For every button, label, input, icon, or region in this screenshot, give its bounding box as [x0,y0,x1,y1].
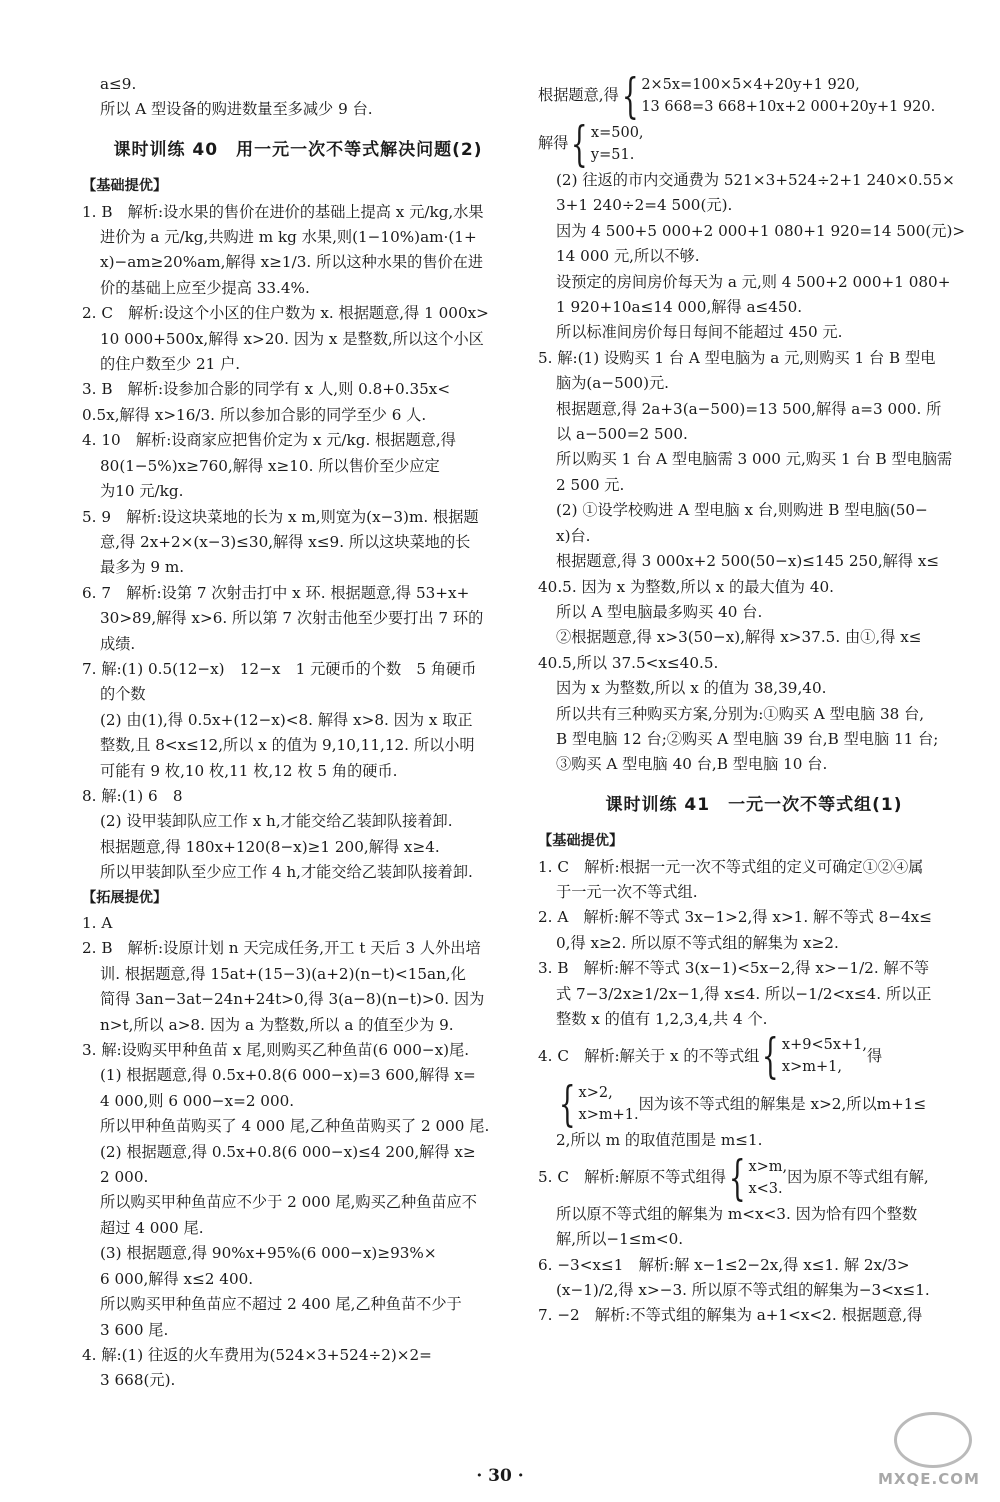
text-line: 30>89,解得 x>6. 所以第 7 次射击他至少要打出 7 环的 [100,609,484,628]
text-line: 根据题意,得 3 000x+2 500(50−x)≤145 250,解得 x≤ [556,552,940,571]
text-line: 超过 4 000 尾. [100,1218,204,1237]
text-line: 3. B 解析:设参加合影的同学有 x 人,则 0.8+0.35x< [82,380,451,399]
brace-icon: { [558,1076,576,1133]
brace-icon: { [728,1149,746,1206]
text-line: 以 a−500=2 500. [556,425,688,444]
equation-system-1 [538,68,970,124]
text-line: 根据题意,得 2a+3(a−500)=13 500,解得 a=3 000. 所 [556,399,942,418]
text-line: 所以标准间房价每日每间不能超过 450 元. [556,323,843,342]
tag-basic: 【基础提优】 [538,833,624,850]
text-line: 3. B 解析:解不等式 3(x−1)<5x−2,得 x>−1/2. 解不等 [538,959,930,978]
watermark-text: MXQE.COM [878,1470,980,1488]
text-line: 进价为 a 元/kg,共购进 m kg 水果,则(1−10%)am·(1+ [100,228,477,247]
text-line: 6. −3<x≤1 解析:解 x−1≤2−2x,得 x≤1. 解 2x/3> [538,1255,910,1274]
tag-basic: 【基础提优】 [82,178,168,195]
text-line: 脑为(a−500)元. [556,374,670,393]
text-line: 最多为 9 m. [100,558,185,577]
text-line: 因为原不等式组有解, [787,1168,929,1187]
text-line: (2) ①设学校购进 A 型电脑 x 台,则购进 B 型电脑(50− [556,501,928,520]
text-line: 7. −2 解析:不等式组的解集为 a+1<x<2. 根据题意,得 [538,1306,923,1325]
text-line: 所以原不等式组的解集为 m<x<3. 因为恰有四个整数 [556,1204,918,1223]
text-line: 得 [866,1046,883,1065]
section-title-41: 课时训练 41 一元一次不等式组(1) [605,794,903,815]
text-line: 所以购买 1 台 A 型电脑需 3 000 元,购买 1 台 B 型电脑需 [556,450,953,469]
system-row: 13 668=3 668+10x+2 000+20y+1 920. [641,99,936,115]
text-line: 整数,且 8<x≤12,所以 x 的值为 9,10,11,12. 所以小明 [100,736,475,755]
text-line: 因为 x 为整数,所以 x 的值为 38,39,40. [556,679,827,698]
text-line: 0,得 x≥2. 所以原不等式组的解集为 x≥2. [556,933,839,952]
text-line: n>t,所以 a>8. 因为 a 为整数,所以 a 的值至少为 9. [100,1015,454,1034]
tag-extension: 【拓展提优】 [82,889,168,906]
text-line: 2. B 解析:设原计划 n 天完成任务,开工 t 天后 3 人外出培 [82,939,481,958]
text-line: (x−1)/2,得 x>−3. 所以原不等式组的解集为−3<x≤1. [556,1281,930,1300]
system-row: x>2, [578,1085,613,1102]
text-line: 5. C 解析:解原不等式组得 [538,1168,726,1187]
system-row: y=51. [590,147,635,163]
text-line: 1. B 解析:设水果的售价在进价的基础上提高 x 元/kg,水果 [82,202,484,221]
text-line: 4 000,则 6 000−x=2 000. [100,1091,295,1110]
text-line: 40.5. 因为 x 为整数,所以 x 的最大值为 40. [538,577,834,596]
seal-icon [894,1412,972,1468]
text-line: 根据题意,得 [538,86,619,105]
text-line: 4. 10 解析:设商家应把售价定为 x 元/kg. 根据题意,得 [82,431,456,450]
text-line: (1) 根据题意,得 0.5x+0.8(6 000−x)=3 600,解得 x= [100,1066,476,1085]
text-line: 的个数 [100,685,146,704]
text-line: 训. 根据题意,得 15at+(15−3)(a+2)(n−t)<15an,化 [100,964,466,983]
text-line: B 型电脑 12 台;②购买 A 型电脑 39 台,B 型电脑 11 台; [556,729,939,748]
system-row: x>m+1, [781,1059,842,1076]
text-line: 4. C 解析:解关于 x 的不等式组 [538,1046,760,1065]
system-row: x=500, [590,125,644,141]
text-line: 所以甲装卸队至少应工作 4 h,才能交给乙装卸队接着卸. [100,863,473,882]
system-row: 2×5x=100×5×4+20y+1 920, [641,77,860,93]
text-line: x)台. [556,526,591,545]
text-line: 所以甲种鱼苗购买了 4 000 尾,乙种鱼苗购买了 2 000 尾. [100,1117,490,1136]
brace-icon: { [762,1028,780,1085]
inequality-system-q5 [538,1149,970,1206]
text-line: 所以购买甲种鱼苗应不少于 2 000 尾,购买乙种鱼苗应不 [100,1193,477,1212]
system-row: x>m+1. [578,1107,639,1124]
text-line: 3. 解:设购买甲种鱼苗 x 尾,则购买乙种鱼苗(6 000−x)尾. [82,1041,470,1060]
text-line: 可能有 9 枚,10 枚,11 枚,12 枚 5 角的硬币. [100,761,398,780]
text-line: 7. 解:(1) 0.5(12−x) 12−x 1 元硬币的个数 5 角硬币 [82,659,477,678]
text-line: 为10 元/kg. [100,482,184,501]
system-row: x<3. [748,1180,783,1197]
right-column [538,68,970,1329]
text-line: ②根据题意,得 x>3(50−x),解得 x>37.5. 由①,得 x≤ [556,628,922,647]
text-line: 因为该不等式组的解集是 x>2,所以m+1≤ [638,1094,927,1113]
text-line: 5. 9 解析:设这块菜地的长为 x m,则宽为(x−3)m. 根据题 [82,507,479,526]
page-number: · 30 · [476,1466,524,1486]
text-line: 3 668(元). [100,1371,176,1390]
text-line: 10 000+500x,解得 x>20. 因为 x 是整数,所以这个小区 [100,329,484,348]
text-line: 80(1−5%)x≥760,解得 x≥10. 所以售价至少应定 [100,456,440,475]
text-line: (2) 由(1),得 0.5x+(12−x)<8. 解得 x>8. 因为 x 取正 [100,710,473,729]
text-line: 2 500 元. [556,475,625,494]
text-line: 0.5x,解得 x>16/3. 所以参加合影的同学至少 6 人. [82,405,427,424]
text-line: 的住户数至少 21 户. [100,355,241,374]
watermark-logo [872,1412,992,1490]
text-line: 因为 4 500+5 000+2 000+1 080+1 920=14 500(元)> [556,221,966,240]
text-line: x)−am≥20%am,解得 x≥1/3. 所以这种水果的售价在进 [100,253,484,272]
text-line: 1. C 解析:根据一元一次不等式组的定义可确定①②④属 [538,857,924,876]
text-line: 3 600 尾. [100,1320,169,1339]
text-line: (2) 设甲装卸队应工作 x h,才能交给乙装卸队接着卸. [100,812,453,831]
system-row: x>m, [748,1158,788,1175]
text-line: 解,所以−1≤m<0. [556,1230,684,1249]
inequality-system-q4-result [538,1076,970,1133]
text-line: 1. A [82,914,113,932]
text-line: 2. A 解析:解不等式 3x−1>2,得 x>1. 解不等式 8−4x≤ [538,908,932,927]
text-line: 1 920+10a≤14 000,解得 a≤450. [556,298,803,317]
text-line: 所以 A 型电脑最多购买 40 台. [556,602,763,621]
text-line: 6. 7 解析:设第 7 次射击打中 x 环. 根据题意,得 53+x+ [82,583,470,602]
section-title-40: 课时训练 40 用一元一次不等式解决问题(2) [113,139,483,160]
text-line: 简得 3an−3at−24n+24t>0,得 3(a−8)(n−t)>0. 因为 [100,990,485,1009]
left-column [82,72,514,1394]
text-line: 成绩. [100,634,136,653]
text-line: 于一元一次不等式组. [556,882,698,901]
text-line: 2. C 解析:设这个小区的住户数为 x. 根据题意,得 1 000x> [82,304,489,323]
text-line: 4. 解:(1) 往返的火车费用为(524×3+524÷2)×2= [82,1345,432,1364]
text-line: 解得 [538,134,569,153]
text-line: 5. 解:(1) 设购买 1 台 A 型电脑为 a 元,则购买 1 台 B 型电 [538,348,936,367]
text-line: ③购买 A 型电脑 40 台,B 型电脑 10 台. [556,755,828,774]
text-line: 2,所以 m 的取值范围是 m≤1. [556,1131,763,1150]
text-line: 根据题意,得 180x+120(8−x)≥1 200,解得 x≥4. [100,837,440,856]
text-line: 14 000 元,所以不够. [556,247,700,266]
brace-icon: { [621,68,639,124]
text-line: 所以购买甲种鱼苗应不超过 2 400 尾,乙种鱼苗不少于 [100,1295,462,1314]
text-line: 设预定的房间房价每天为 a 元,则 4 500+2 000+1 080+ [556,272,951,291]
text-line: 6 000,解得 x≤2 400. [100,1269,254,1288]
text-line: 意,得 2x+2×(x−3)≤30,解得 x≤9. 所以这块菜地的长 [100,532,471,551]
text-line: (2) 往返的市内交通费为 521×3+524÷2+1 240×0.55× [556,171,955,189]
text-line: 40.5,所以 37.5<x≤40.5. [538,653,719,672]
text-line: 整数 x 的值有 1,2,3,4,共 4 个. [556,1010,768,1028]
text-line: 所以共有三种购买方案,分别为:①购买 A 型电脑 38 台, [556,704,925,723]
text-line: 2 000. [100,1168,149,1187]
inequality-system-q4 [538,1028,970,1085]
brace-icon: { [571,116,589,172]
text-line: 所以 A 型设备的购进数量至多减少 9 台. [100,100,373,119]
equation-system-2 [538,116,970,172]
system-row: x+9<5x+1, [781,1037,867,1054]
text-line: (2) 根据题意,得 0.5x+0.8(6 000−x)≤4 200,解得 x≥ [100,1142,476,1161]
text-line: (3) 根据题意,得 90%x+95%(6 000−x)≥93%× [100,1244,437,1263]
text-line: 式 7−3/2x≥1/2x−1,得 x≤4. 所以−1/2<x≤4. 所以正 [556,984,932,1003]
text-line: 8. 解:(1) 6 8 [82,786,183,805]
text-line: 3+1 240÷2=4 500(元). [556,196,733,215]
text-line: 价的基础上应至少提高 33.4%. [100,278,310,297]
text-line: a≤9. [100,75,137,93]
